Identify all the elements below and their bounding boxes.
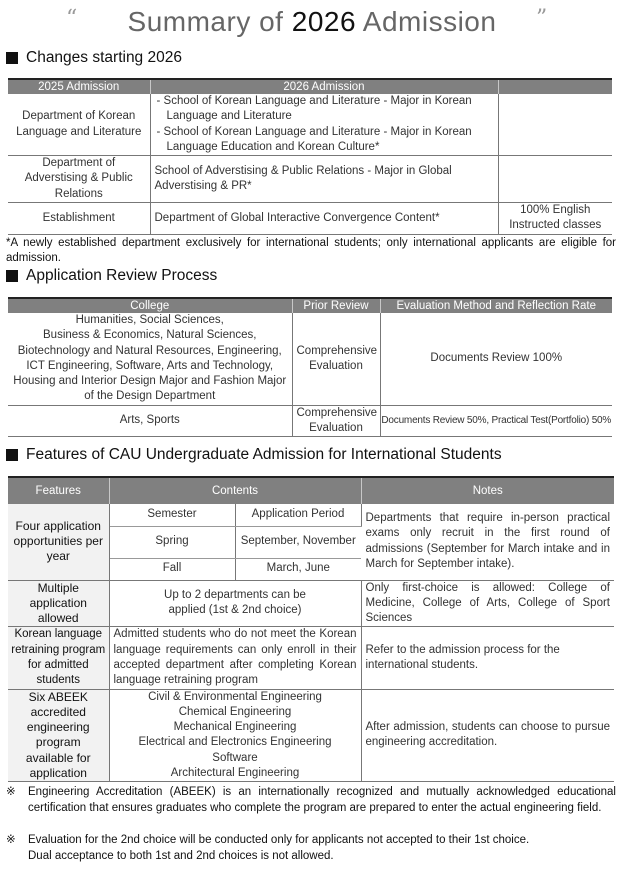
title-year: 2026 bbox=[291, 6, 357, 37]
change-note: 100% English Instructed classes bbox=[498, 203, 612, 235]
table-row bbox=[8, 405, 612, 437]
section-heading-review bbox=[6, 267, 217, 285]
note-subtext: Dual acceptance to both 1st and 2nd choices is not allowed. bbox=[28, 850, 334, 862]
note-text: Evaluation for the 2nd choice will be conducted only for applicants not accepted to their 1st choice. bbox=[28, 834, 530, 846]
dept-2025: Establishment bbox=[8, 203, 150, 235]
note-text: Engineering Accreditation (ABEEK) is an internationally recognized and mutually acknowledged educational certification that ensures graduates who complete the program are prepared to enter the actual engineering field. bbox=[28, 786, 616, 814]
sub-header-semester: Semester bbox=[109, 504, 235, 526]
feature-note: After admission, students can choose to pursue engineering accreditation. bbox=[361, 689, 614, 782]
page-title bbox=[0, 6, 624, 38]
prior-review: Comprehensive Evaluation bbox=[292, 313, 380, 405]
features-header-row bbox=[8, 477, 614, 504]
reference-mark-icon: ※ bbox=[6, 834, 16, 846]
new-department-footnote: *A newly established department exclusively for international students; only international applicants are eligible for admission. bbox=[6, 237, 616, 264]
column-header: Notes bbox=[361, 477, 614, 504]
dept-2025: Department of Adverstising & Public Relations bbox=[8, 156, 150, 203]
section-heading-text: Application Review Process bbox=[26, 267, 218, 284]
column-header: Features bbox=[8, 477, 109, 504]
abeek-program: Electrical and Electronics Engineering bbox=[138, 736, 332, 749]
semester-cell: Fall bbox=[109, 558, 235, 580]
changes-header-row bbox=[8, 79, 612, 94]
evaluation-method: Documents Review 50%, Practical Test(Portfolio) 50% bbox=[380, 405, 612, 437]
changes-table bbox=[8, 78, 612, 235]
semester-cell: Spring bbox=[109, 526, 235, 558]
table-row bbox=[8, 627, 614, 689]
college-list bbox=[8, 313, 292, 405]
reference-mark-icon: ※ bbox=[6, 786, 16, 798]
section-heading-changes bbox=[6, 49, 182, 67]
table-row bbox=[8, 203, 612, 235]
column-header bbox=[498, 79, 612, 94]
section-heading-features bbox=[6, 446, 502, 464]
sub-header-period: Application Period bbox=[235, 504, 361, 526]
page-title-row bbox=[0, 4, 624, 46]
column-header: College bbox=[8, 298, 292, 313]
table-row bbox=[8, 156, 612, 203]
column-header: Prior Review bbox=[292, 298, 380, 313]
square-bullet-icon bbox=[6, 52, 18, 64]
abeek-program: Software bbox=[212, 751, 258, 764]
college-line: Housing and Interior Design Major and Fashion Major bbox=[13, 375, 287, 388]
table-row bbox=[8, 689, 614, 782]
feature-content: Up to 2 departments can be applied (1st & 2nd choice) bbox=[109, 580, 361, 627]
college-line: of the Design Department bbox=[84, 390, 216, 403]
section-heading-text: Features of CAU Undergraduate Admission for International Students bbox=[26, 446, 502, 463]
table-row bbox=[8, 580, 614, 627]
abeek-program-list bbox=[109, 689, 361, 782]
review-header-row bbox=[8, 298, 612, 313]
dept-2026 bbox=[150, 94, 498, 156]
review-table bbox=[8, 297, 612, 437]
feature-content: Admitted students who do not meet the Korean language requirements can only enroll in their accepted department after completing Korean language retraining program bbox=[109, 627, 361, 689]
dept-2026-line: - School of Korean Language and Literature - Major in Korean Language and Literature bbox=[156, 95, 472, 123]
abeek-program: Mechanical Engineering bbox=[173, 721, 297, 734]
evaluation-method: Documents Review 100% bbox=[380, 313, 612, 405]
prior-review: Comprehensive Evaluation bbox=[292, 405, 380, 437]
college-line: Humanities, Social Sciences, bbox=[75, 314, 224, 326]
abeek-program: Architectural Engineering bbox=[170, 767, 300, 780]
square-bullet-icon bbox=[6, 270, 18, 282]
college-line: ICT Engineering, Software, Arts and Technology, bbox=[26, 359, 274, 372]
change-note bbox=[498, 94, 612, 156]
table-row bbox=[8, 504, 614, 526]
change-note bbox=[498, 156, 612, 203]
close-quote-icon: ” bbox=[536, 6, 548, 31]
college-line: Biotechnology and Natural Resources, Engineering, bbox=[17, 344, 282, 357]
feature-label: Korean language retraining program for admitted students bbox=[8, 627, 109, 689]
college-line: Business & Economics, Natural Sciences, bbox=[43, 329, 257, 342]
feature-note: Refer to the admission process for the international students. bbox=[361, 627, 614, 689]
dept-2026: School of Adverstising & Public Relations - Major in Global Adverstising & PR* bbox=[150, 156, 498, 203]
feature-label: Four application opportunities per year bbox=[8, 504, 109, 580]
second-choice-note bbox=[6, 832, 616, 864]
feature-note: Only first-choice is allowed: College of Medicine, College of Arts, College of Sport Sciences bbox=[361, 580, 614, 627]
period-cell: September, November bbox=[235, 526, 361, 558]
column-header: 2025 Admission bbox=[8, 79, 150, 94]
feature-label: Six ABEEK accredited engineering program available for application bbox=[8, 689, 109, 782]
title-prefix: Summary of bbox=[127, 6, 284, 37]
column-header: Evaluation Method and Reflection Rate bbox=[380, 298, 612, 313]
open-quote-icon: “ bbox=[66, 6, 78, 31]
section-heading-text: Changes starting 2026 bbox=[26, 49, 182, 66]
abeek-note bbox=[6, 784, 616, 816]
abeek-program: Civil & Environmental Engineering bbox=[148, 690, 322, 703]
column-header: Contents bbox=[109, 477, 361, 504]
dept-2025: Department of Korean Language and Literature bbox=[8, 94, 150, 156]
feature-label: Multiple application allowed bbox=[8, 580, 109, 627]
abeek-program: Chemical Engineering bbox=[178, 705, 292, 718]
college-list: Arts, Sports bbox=[8, 405, 292, 437]
feature-note: Departments that require in-person practical exams only recruit in the first round of admissions (September for March intake and in March for September intake). bbox=[361, 504, 614, 580]
features-table bbox=[8, 476, 614, 782]
table-row bbox=[8, 94, 612, 156]
period-cell: March, June bbox=[235, 558, 361, 580]
dept-2026-line: - School of Korean Language and Literature - Major in Korean Language Education and Korean Culture* bbox=[156, 125, 472, 153]
dept-2026: Department of Global Interactive Convergence Content* bbox=[150, 203, 498, 235]
column-header: 2026 Admission bbox=[150, 79, 498, 94]
square-bullet-icon bbox=[6, 449, 18, 461]
title-suffix: Admission bbox=[362, 6, 497, 37]
table-row bbox=[8, 313, 612, 405]
